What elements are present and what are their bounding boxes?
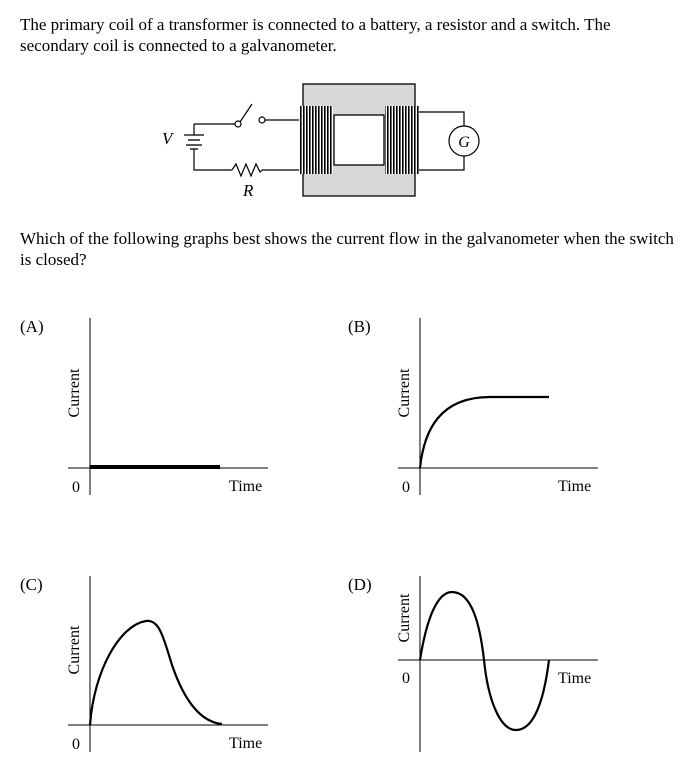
option-b-letter: (B) xyxy=(348,317,371,336)
option-b-origin: 0 xyxy=(402,479,410,496)
option-a-origin: 0 xyxy=(72,479,80,496)
resistor-label: R xyxy=(243,181,254,200)
option-a-graph xyxy=(20,317,268,496)
option-b-ylabel: Current xyxy=(396,368,413,418)
option-a-letter: (A) xyxy=(20,317,44,336)
circuit-diagram xyxy=(184,84,479,196)
option-c-origin: 0 xyxy=(72,736,80,753)
option-d-curve xyxy=(420,592,549,730)
option-d-origin: 0 xyxy=(402,670,410,687)
option-d-letter: (D) xyxy=(348,575,372,594)
option-c-letter: (C) xyxy=(20,575,43,594)
switch-symbol xyxy=(235,104,265,127)
option-b-graph xyxy=(348,317,598,496)
option-d-xlabel: Time xyxy=(558,670,592,687)
option-d-graph xyxy=(348,575,598,752)
question-stem: The primary coil of a transformer is connected to a battery, a resistor and a switch. The secondary coil is connected to a galvanometer. xyxy=(20,15,611,55)
option-c-curve xyxy=(90,621,222,725)
option-d-ylabel: Current xyxy=(396,593,413,643)
option-a-ylabel: Current xyxy=(66,368,83,418)
resistor-symbol xyxy=(232,164,262,176)
option-a-xlabel: Time xyxy=(229,478,263,495)
battery-label: V xyxy=(162,129,173,148)
option-c-xlabel: Time xyxy=(229,735,263,752)
option-b-xlabel: Time xyxy=(558,478,592,495)
option-c-graph xyxy=(20,575,268,753)
core-window xyxy=(334,115,384,165)
option-c-ylabel: Current xyxy=(66,625,83,675)
secondary-coil xyxy=(385,106,419,174)
option-b-curve xyxy=(420,397,549,468)
galvanometer-label: G xyxy=(458,134,470,151)
primary-coil xyxy=(299,106,333,174)
question-prompt: Which of the following graphs best shows the current flow in the galvanometer when the switch is closed? xyxy=(20,229,674,269)
primary-left-wire xyxy=(194,124,232,170)
battery-symbol xyxy=(184,135,204,149)
